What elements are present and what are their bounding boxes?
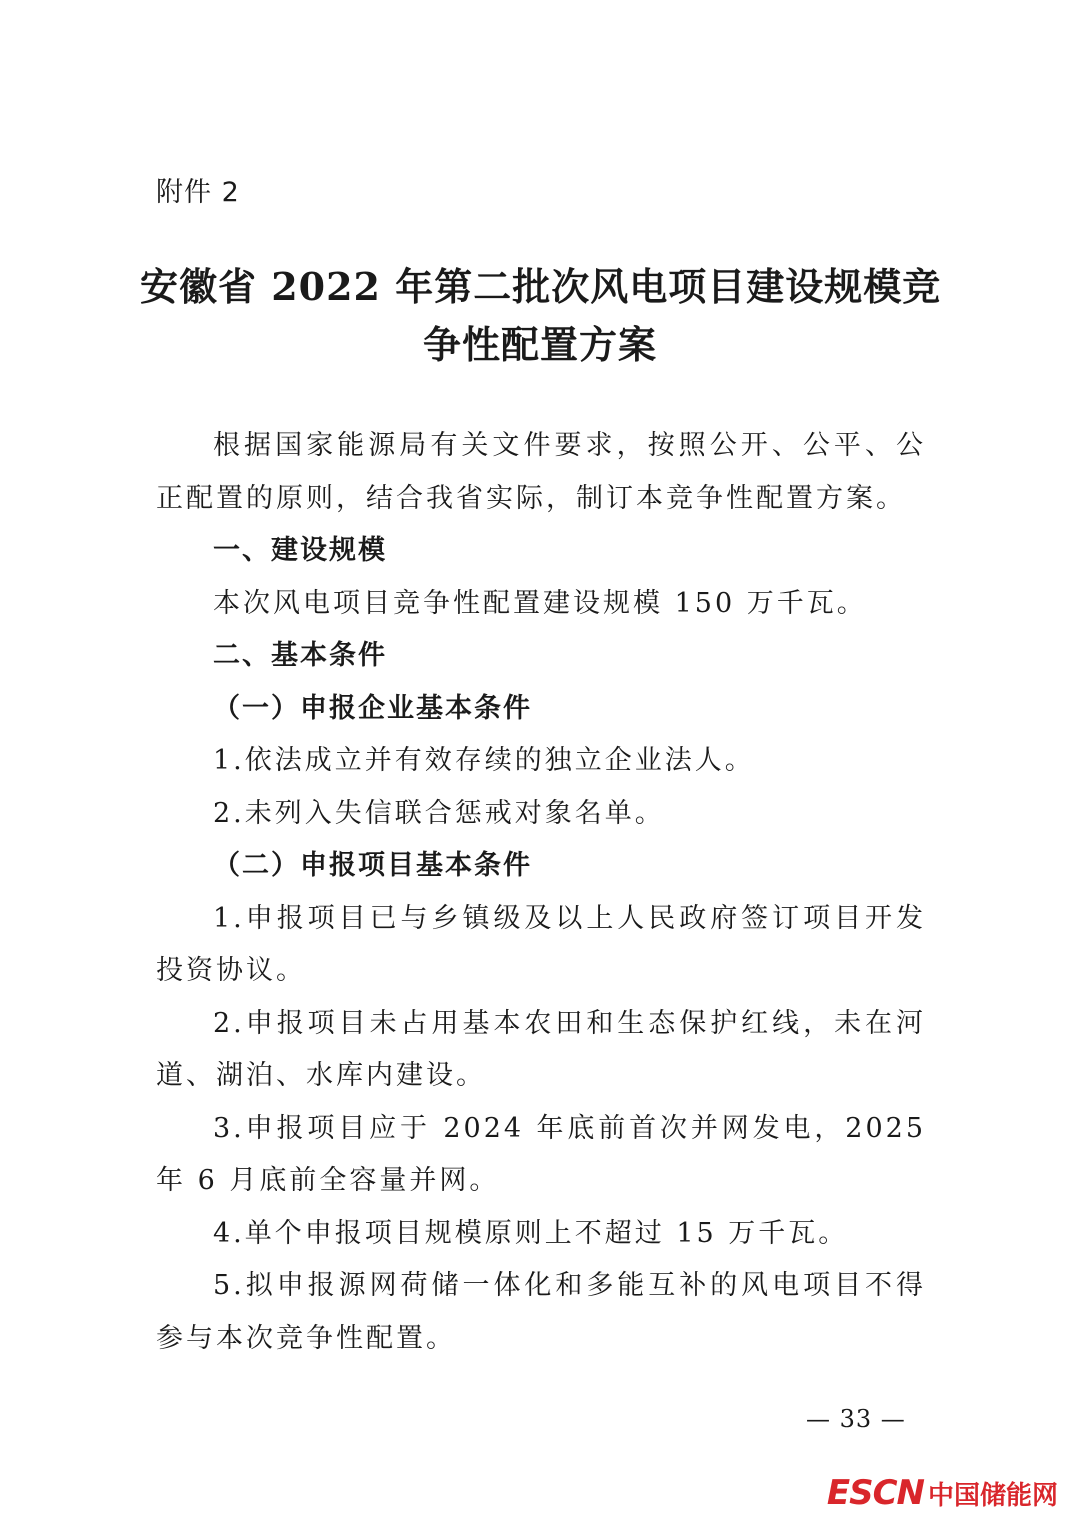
enterprise-condition-item: 2.未列入失信联合惩戒对象名单。 bbox=[213, 797, 665, 829]
watermark-brand: ESCN bbox=[826, 1473, 924, 1513]
document-body bbox=[156, 420, 926, 1365]
attachment-label: 附件 2 bbox=[156, 177, 240, 208]
section-scale-text: 本次风电项目竞争性配置建设规模 150 万千瓦。 bbox=[213, 587, 867, 619]
project-condition-item: 1.申报项目已与乡镇级及以上人民政府签订项目开发投资协议。 bbox=[156, 902, 926, 986]
project-condition-item: 4.单个申报项目规模原则上不超过 15 万千瓦。 bbox=[213, 1217, 849, 1249]
enterprise-condition-item: 1.依法成立并有效存续的独立企业法人。 bbox=[213, 745, 755, 776]
section-heading-scale: 一、建设规模 bbox=[213, 535, 387, 566]
watermark-name: 中国储能网 bbox=[927, 1480, 1058, 1511]
project-condition-item: 5.拟申报源网荷储一体化和多能互补的风电项目不得参与本次竞争性配置。 bbox=[156, 1270, 926, 1354]
document-title-line-2: 争性配置方案 bbox=[422, 322, 657, 367]
subsection-heading-enterprise: （一）申报企业基本条件 bbox=[213, 692, 532, 724]
subsection-heading-project: （二）申报项目基本条件 bbox=[213, 850, 532, 881]
document-title bbox=[140, 258, 940, 374]
project-condition-item: 3.申报项目应于 2024 年底前首次并网发电，2025 年 6 月底前全容量并网。 bbox=[156, 1112, 926, 1196]
project-condition-item: 2.申报项目未占用基本农田和生态保护红线，未在河道、湖泊、水库内建设。 bbox=[156, 1007, 926, 1091]
page-number: — 33 — bbox=[806, 1405, 906, 1433]
section-heading-conditions: 二、基本条件 bbox=[213, 640, 387, 671]
document-title-line-1: 安徽省 2022 年第二批次风电项目建设规模竞 bbox=[140, 264, 942, 309]
intro-paragraph: 根据国家能源局有关文件要求，按照公开、公平、公正配置的原则，结合我省实际，制订本竞争性配置方案。 bbox=[156, 430, 926, 514]
watermark-logo bbox=[827, 1473, 1058, 1513]
